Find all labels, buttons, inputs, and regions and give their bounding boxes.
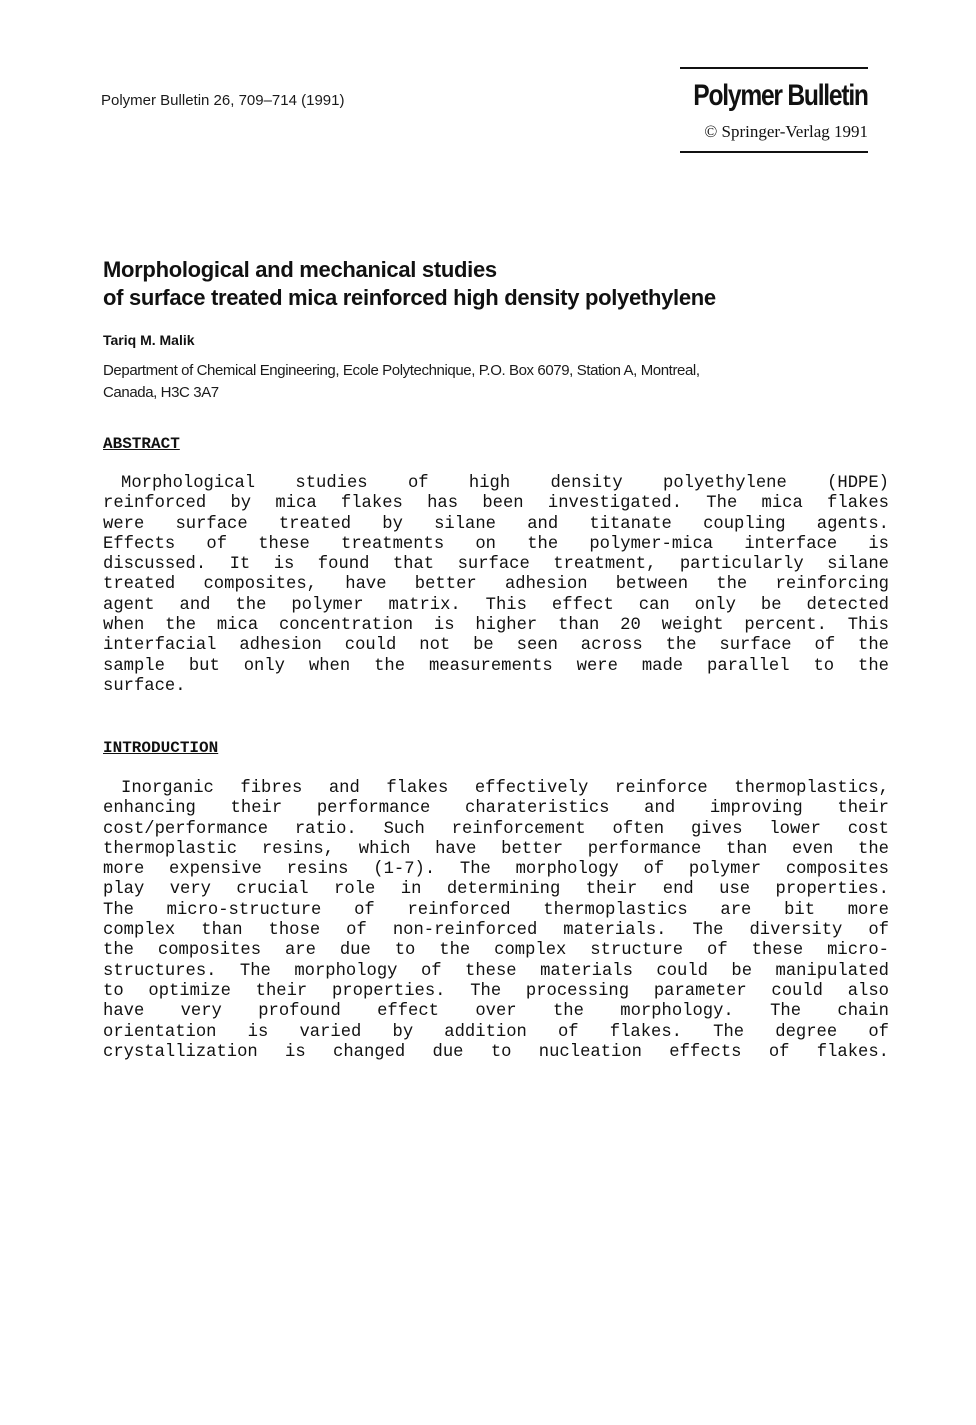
masthead-bottom-rule <box>680 151 868 153</box>
introduction-heading: INTRODUCTION <box>103 739 219 757</box>
title-line: Morphological and mechanical studies <box>103 257 497 282</box>
introduction-line: complex than those of non-reinforced materials. The diversity of <box>103 921 889 941</box>
abstract-line: surface. <box>103 676 186 696</box>
abstract-body <box>103 474 889 697</box>
article-title <box>103 256 716 312</box>
introduction-line: The micro-structure of reinforced thermoplastics are bit more <box>103 900 889 920</box>
abstract-line: treated composites, have better adhesion between the reinforcing <box>103 575 889 595</box>
journal-name: Polymer Bulletin <box>693 79 868 112</box>
abstract-line: when the mica concentration is higher than 20 weight percent. This <box>103 616 889 636</box>
abstract-line: Effects of these treatments on the polymer-mica interface is <box>103 534 889 554</box>
title-line: of surface treated mica reinforced high density polyethylene <box>103 285 716 310</box>
abstract-line: reinforced by mica flakes has been investigated. The mica flakes <box>103 494 889 514</box>
introduction-line: thermoplastic resins, which have better performance than even the <box>103 839 889 859</box>
abstract-heading: ABSTRACT <box>103 435 180 453</box>
introduction-line: crystallization is changed due to nucleation effects of flakes. <box>103 1042 889 1062</box>
author-name: Tariq M. Malik <box>103 332 195 348</box>
introduction-line: structures. The morphology of these materials could be manipulated <box>103 961 889 981</box>
journal-masthead <box>680 67 868 153</box>
abstract-line: Morphological studies of high density polyethylene (HDPE) <box>121 474 889 493</box>
introduction-line: Inorganic fibres and flakes effectively reinforce thermoplastics, <box>121 779 889 798</box>
abstract-line: sample but only when the measurements were made parallel to the <box>103 656 889 676</box>
introduction-line: more expensive resins (1-7). The morphology of polymer composites <box>103 860 889 880</box>
abstract-line: agent and the polymer matrix. This effect can only be detected <box>103 595 889 615</box>
introduction-line: enhancing their performance charateristics and improving their <box>103 799 889 819</box>
abstract-line: interfacial adhesion could not be seen across the surface of the <box>103 636 889 656</box>
copyright-notice: © Springer-Verlag 1991 <box>704 122 868 141</box>
author-affiliation <box>103 360 863 404</box>
affiliation-line: Canada, H3C 3A7 <box>103 384 219 401</box>
abstract-line: discussed. It is found that surface treatment, particularly silane <box>103 555 889 575</box>
masthead-top-rule <box>680 67 868 69</box>
introduction-line: the composites are due to the complex structure of these micro- <box>103 941 889 961</box>
citation-line: Polymer Bulletin 26, 709–714 (1991) <box>101 92 345 109</box>
introduction-line: play very crucial role in determining their end use properties. <box>103 880 889 900</box>
abstract-line: were surface treated by silane and titanate coupling agents. <box>103 514 889 534</box>
introduction-line: cost/performance ratio. Such reinforcement often gives lower cost <box>103 819 889 839</box>
introduction-line: to optimize their properties. The processing parameter could also <box>103 981 889 1001</box>
affiliation-line: Department of Chemical Engineering, Ecole Polytechnique, P.O. Box 6079, Station A, Montreal, <box>103 362 700 379</box>
introduction-line: orientation is varied by addition of flakes. The degree of <box>103 1022 889 1042</box>
introduction-line: have very profound effect over the morphology. The chain <box>103 1002 889 1022</box>
introduction-body <box>103 779 889 1063</box>
